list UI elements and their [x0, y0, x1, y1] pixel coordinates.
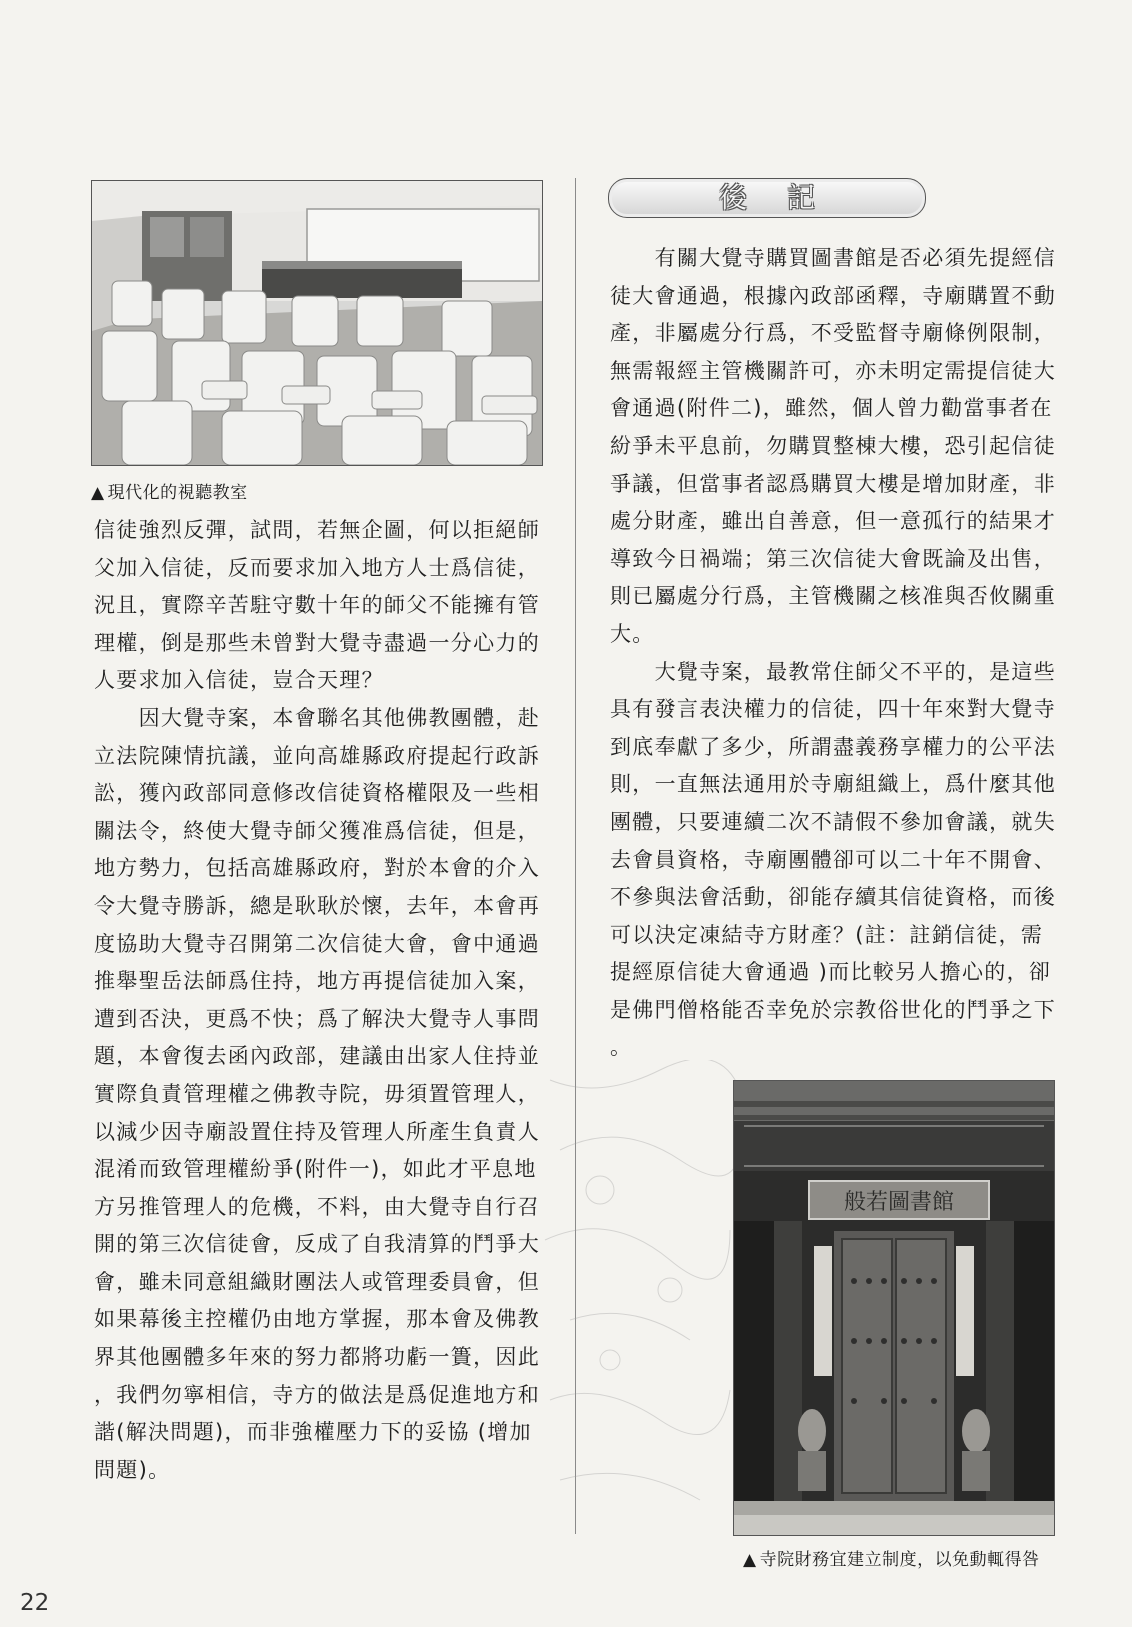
text-line: 遭到否決，更爲不快；爲了解決大覺寺人事問	[94, 1006, 540, 1031]
text-line: 人要求加入信徒，豈合天理？	[94, 668, 384, 693]
text-line: 方另推管理人的危機，不料，由大覺寺自行召	[94, 1194, 540, 1219]
text-line: 是佛門僧格能否幸免於宗教俗世化的鬥爭之下	[610, 997, 1056, 1022]
background-illustration	[540, 1060, 740, 1530]
text-line: 實際負責管理權之佛教寺院，毋須置管理人，	[94, 1081, 540, 1106]
library-photo-caption: ▲ 寺院財務宜建立制度，以免動輒得咎	[743, 1550, 1040, 1570]
text-line: 以減少因寺廟設置住持及管理人所產生負責人	[94, 1119, 540, 1144]
text-line: 有關大覺寺購買圖書館是否必須先提經信	[610, 246, 1056, 270]
text-line: 父加入信徒，反而要求加入地方人士爲信徒，	[94, 555, 540, 580]
text-line: 則已屬處分行爲，主管機關之核准與否攸關重	[610, 584, 1056, 609]
text-line: 。	[610, 1035, 633, 1060]
text-line: 度協助大覺寺召開第二次信徒大會，會中通過	[94, 931, 540, 956]
text-line: 具有發言表決權力的信徒，四十年來對大覺寺	[610, 697, 1056, 722]
text-line: 訟，獲內政部同意修改信徒資格權限及一些相	[94, 781, 540, 806]
section-heading-text: 後記	[718, 181, 855, 214]
right-column-text	[610, 240, 1056, 1067]
text-line: 團體，只要連續二次不請假不參加會議，就失	[610, 809, 1056, 834]
text-line: 如果幕後主控權仍由地方掌握，那本會及佛教	[94, 1307, 540, 1332]
text-line: 理權，倒是那些未曾對大覺寺盡過一分心力的	[94, 630, 540, 655]
text-line: 紛爭未平息前，勿購買整棟大樓，恐引起信徒	[610, 433, 1056, 458]
page-number: 22	[20, 1590, 50, 1616]
library-sign-text: 般若圖書館	[843, 1190, 955, 1215]
text-line: 會通過(附件二)，雖然，個人曾力勸當事者在	[610, 396, 1053, 421]
text-line: 可以決定凍結寺方財產？(註：註銷信徒，需	[610, 922, 1044, 947]
text-line: 提經原信徒大會通過 )而比較另人擔心的，卻	[610, 960, 1052, 985]
text-line: 開的第三次信徒會，反成了自我清算的鬥爭大	[94, 1232, 540, 1257]
text-line: 處分財產，雖出自善意，但一意孤行的結果才	[610, 509, 1056, 534]
text-line: 去會員資格，寺廟團體卻可以二十年不開會、	[610, 847, 1056, 872]
caption-triangle-icon: ▲	[743, 1550, 757, 1570]
text-line: 爭議，但當事者認爲購買大樓是增加財產，非	[610, 471, 1056, 496]
library-entrance-photo	[733, 1080, 1055, 1536]
text-line: 大覺寺案，最教常住師父不平的，是這些	[610, 659, 1056, 684]
text-line: 立法院陳情抗議，並向高雄縣政府提起行政訴	[94, 743, 540, 768]
text-line: 地方勢力，包括高雄縣政府，對於本會的介入	[94, 856, 540, 881]
text-line: 關法令，終使大覺寺師父獲准爲信徒，但是，	[94, 818, 540, 843]
classroom-photo-caption: ▲ 現代化的視聽教室	[91, 483, 248, 503]
text-line: 因大覺寺案，本會聯名其他佛教團體，赴	[94, 705, 540, 730]
text-line: 產，非屬處分行爲，不受監督寺廟條例限制，	[610, 321, 1056, 346]
text-line: 不參與法會活動，卻能存續其信徒資格，而後	[610, 885, 1056, 910]
classroom-photo	[91, 180, 543, 466]
text-line: 到底奉獻了多少，所謂盡義務享權力的公平法	[610, 734, 1056, 759]
text-line: 信徒強烈反彈，試問，若無企圖，何以拒絕師	[94, 518, 540, 542]
text-line: 諧(解決問題)，而非強權壓力下的妥協 (增加	[94, 1420, 532, 1445]
text-line: 無需報經主管機關許可，亦未明定需提信徒大	[610, 358, 1056, 383]
text-line: 徒大會通過，根據內政部函釋，寺廟購置不動	[610, 283, 1056, 308]
text-line: ，我們勿寧相信，寺方的做法是爲促進地方和	[94, 1382, 540, 1407]
text-line: 則，一直無法通用於寺廟組織上，爲什麼其他	[610, 772, 1056, 797]
text-line: 混淆而致管理權紛爭(附件一)，如此才平息地	[94, 1157, 537, 1182]
text-line: 會，雖未同意組織財團法人或管理委員會，但	[94, 1269, 540, 1294]
text-line: 題，本會復去函內政部，建議由出家人住持並	[94, 1044, 540, 1069]
text-line: 界其他團體多年來的努力都將功虧一簣，因此	[94, 1345, 540, 1370]
text-line: 導致今日禍端；第三次信徒大會既論及出售，	[610, 546, 1056, 571]
left-column-text	[94, 512, 540, 1489]
text-line: 推舉聖岳法師爲住持，地方再提信徒加入案，	[94, 969, 540, 994]
text-line: 況且，實際辛苦駐守數十年的師父不能擁有管	[94, 593, 540, 618]
caption-triangle-icon: ▲	[91, 483, 105, 503]
section-heading	[608, 178, 926, 218]
text-line: 問題)。	[94, 1457, 171, 1482]
text-line: 大。	[610, 621, 655, 646]
text-line: 令大覺寺勝訴，總是耿耿於懷，去年，本會再	[94, 893, 540, 918]
